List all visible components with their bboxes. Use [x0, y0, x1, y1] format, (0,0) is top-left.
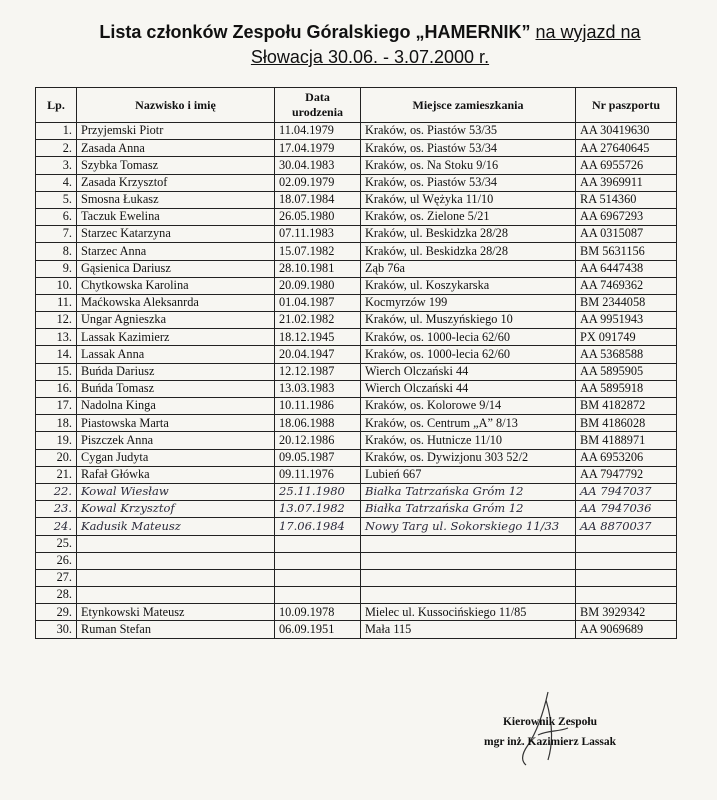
cell-address: Kraków, os. Centrum „A” 8/13: [361, 415, 576, 432]
table-row: [36, 449, 677, 466]
cell-name: Zasada Krzysztof: [77, 174, 275, 191]
cell-lp: 11.: [36, 294, 77, 311]
cell-lp: 25.: [36, 535, 77, 552]
table-row: [36, 363, 677, 380]
cell-name: [77, 552, 275, 569]
cell-name: Buńda Dariusz: [77, 363, 275, 380]
cell-passport: [576, 569, 677, 586]
cell-dob: 25.11.1980: [275, 483, 361, 500]
table-row: [36, 260, 677, 277]
table-row: [36, 294, 677, 311]
cell-dob: 20.12.1986: [275, 432, 361, 449]
col-lp-header: Lp.: [36, 88, 77, 123]
table-row: [36, 415, 677, 432]
cell-lp: 14.: [36, 346, 77, 363]
cell-address: Białka Tatrzańska Gróm 12: [361, 483, 576, 500]
cell-name: Rafał Główka: [77, 466, 275, 483]
cell-dob: 09.05.1987: [275, 449, 361, 466]
cell-dob: 10.11.1986: [275, 398, 361, 415]
cell-dob: 26.05.1980: [275, 208, 361, 225]
document-title: [60, 20, 680, 70]
cell-dob: 18.06.1988: [275, 415, 361, 432]
cell-dob: 02.09.1979: [275, 174, 361, 191]
table-row: [36, 277, 677, 294]
cell-address: Kraków, ul. Beskidzka 28/28: [361, 226, 576, 243]
table-row: [36, 174, 677, 191]
table-row: [36, 587, 677, 604]
cell-dob: 13.07.1982: [275, 501, 361, 518]
cell-address: Ząb 76a: [361, 260, 576, 277]
cell-dob: 07.11.1983: [275, 226, 361, 243]
cell-dob: 28.10.1981: [275, 260, 361, 277]
cell-name: Starzec Katarzyna: [77, 226, 275, 243]
cell-dob: 11.04.1979: [275, 123, 361, 140]
cell-dob: 06.09.1951: [275, 621, 361, 638]
cell-address: Kraków, ul. Muszyńskiego 10: [361, 312, 576, 329]
col-passport-header: Nr paszportu: [576, 88, 677, 123]
cell-dob: 18.12.1945: [275, 329, 361, 346]
cell-passport: AA 27640645: [576, 140, 677, 157]
cell-lp: 2.: [36, 140, 77, 157]
cell-address: Kraków, os. Na Stoku 9/16: [361, 157, 576, 174]
cell-lp: 12.: [36, 312, 77, 329]
cell-name: Etynkowski Mateusz: [77, 604, 275, 621]
cell-address: [361, 587, 576, 604]
cell-lp: 10.: [36, 277, 77, 294]
cell-lp: 5.: [36, 191, 77, 208]
table-row: [36, 466, 677, 483]
cell-name: Przyjemski Piotr: [77, 123, 275, 140]
cell-address: Mielec ul. Kussocińskiego 11/85: [361, 604, 576, 621]
cell-dob: 15.07.1982: [275, 243, 361, 260]
cell-passport: AA 9069689: [576, 621, 677, 638]
cell-lp: 6.: [36, 208, 77, 225]
cell-name: Kadusik Mateusz: [77, 518, 275, 535]
cell-address: Nowy Targ ul. Sokorskiego 11/33: [361, 518, 576, 535]
cell-name: Kowal Wiesław: [77, 483, 275, 500]
cell-passport: AA 6953206: [576, 449, 677, 466]
table-row: [36, 312, 677, 329]
cell-dob: 17.04.1979: [275, 140, 361, 157]
cell-passport: AA 7469362: [576, 277, 677, 294]
cell-lp: 21.: [36, 466, 77, 483]
cell-lp: 30.: [36, 621, 77, 638]
cell-address: Kraków, os. 1000-lecia 62/60: [361, 329, 576, 346]
cell-address: Wierch Olczański 44: [361, 380, 576, 397]
title-line1-tail: na wyjazd na: [535, 22, 641, 42]
cell-address: Kocmyrzów 199: [361, 294, 576, 311]
col-dob-header-line2: urodzenia: [291, 105, 344, 119]
cell-address: Kraków, os. Zielone 5/21: [361, 208, 576, 225]
cell-lp: 16.: [36, 380, 77, 397]
table-row: [36, 140, 677, 157]
cell-name: Starzec Anna: [77, 243, 275, 260]
cell-dob: 20.09.1980: [275, 277, 361, 294]
signature-block: [440, 712, 660, 752]
table-row: [36, 501, 677, 518]
cell-passport: AA 7947036: [576, 501, 677, 518]
cell-passport: AA 6967293: [576, 208, 677, 225]
cell-name: Buńda Tomasz: [77, 380, 275, 397]
cell-name: Piastowska Marta: [77, 415, 275, 432]
cell-address: [361, 569, 576, 586]
cell-name: Kowal Krzysztof: [77, 501, 275, 518]
cell-passport: [576, 587, 677, 604]
cell-passport: AA 5368588: [576, 346, 677, 363]
cell-lp: 28.: [36, 587, 77, 604]
cell-lp: 19.: [36, 432, 77, 449]
cell-passport: RA 514360: [576, 191, 677, 208]
cell-address: [361, 552, 576, 569]
table-row: [36, 123, 677, 140]
cell-dob: 01.04.1987: [275, 294, 361, 311]
cell-dob: 20.04.1947: [275, 346, 361, 363]
cell-address: Kraków, ul. Koszykarska: [361, 277, 576, 294]
cell-address: Kraków, os. Kolorowe 9/14: [361, 398, 576, 415]
cell-address: Kraków, os. Dywizjonu 303 52/2: [361, 449, 576, 466]
cell-address: Kraków, os. Hutnicze 11/10: [361, 432, 576, 449]
cell-passport: AA 7947037: [576, 483, 677, 500]
cell-address: Kraków, ul Wężyka 11/10: [361, 191, 576, 208]
cell-passport: AA 0315087: [576, 226, 677, 243]
cell-lp: 24.: [36, 518, 77, 535]
table-row: [36, 552, 677, 569]
cell-lp: 4.: [36, 174, 77, 191]
cell-dob: 12.12.1987: [275, 363, 361, 380]
col-name-header: Nazwisko i imię: [77, 88, 275, 123]
cell-lp: 9.: [36, 260, 77, 277]
table-row: [36, 483, 677, 500]
cell-passport: BM 4186028: [576, 415, 677, 432]
cell-passport: BM 3929342: [576, 604, 677, 621]
table-row: [36, 243, 677, 260]
cell-lp: 1.: [36, 123, 77, 140]
table-row: [36, 518, 677, 535]
cell-dob: [275, 535, 361, 552]
cell-passport: [576, 535, 677, 552]
cell-passport: AA 7947792: [576, 466, 677, 483]
cell-lp: 18.: [36, 415, 77, 432]
table-row: [36, 432, 677, 449]
cell-name: [77, 587, 275, 604]
cell-address: Kraków, os. Piastów 53/34: [361, 174, 576, 191]
cell-passport: AA 6955726: [576, 157, 677, 174]
cell-passport: AA 3969911: [576, 174, 677, 191]
cell-name: Zasada Anna: [77, 140, 275, 157]
cell-dob: 13.03.1983: [275, 380, 361, 397]
cell-passport: AA 6447438: [576, 260, 677, 277]
cell-address: Białka Tatrzańska Gróm 12: [361, 501, 576, 518]
cell-dob: [275, 552, 361, 569]
cell-lp: 7.: [36, 226, 77, 243]
cell-address: Kraków, os. 1000-lecia 62/60: [361, 346, 576, 363]
cell-name: Ruman Stefan: [77, 621, 275, 638]
cell-passport: BM 4182872: [576, 398, 677, 415]
cell-name: [77, 569, 275, 586]
cell-lp: 23.: [36, 501, 77, 518]
cell-lp: 17.: [36, 398, 77, 415]
title-line1: Lista członków Zespołu Góralskiego „HAMERNIK”: [99, 22, 531, 42]
cell-passport: PX 091749: [576, 329, 677, 346]
col-dob-header: [275, 88, 361, 123]
cell-lp: 29.: [36, 604, 77, 621]
cell-passport: AA 8870037: [576, 518, 677, 535]
cell-address: Kraków, os. Piastów 53/35: [361, 123, 576, 140]
table-row: [36, 346, 677, 363]
table-row: [36, 621, 677, 638]
cell-address: Kraków, ul. Beskidzka 28/28: [361, 243, 576, 260]
cell-passport: AA 30419630: [576, 123, 677, 140]
cell-name: Taczuk Ewelina: [77, 208, 275, 225]
cell-passport: BM 4188971: [576, 432, 677, 449]
cell-name: Lassak Anna: [77, 346, 275, 363]
table-row: [36, 535, 677, 552]
cell-dob: 17.06.1984: [275, 518, 361, 535]
table-header-row: [36, 88, 677, 123]
table-body: [36, 123, 677, 639]
cell-passport: BM 5631156: [576, 243, 677, 260]
cell-address: [361, 535, 576, 552]
cell-dob: 21.02.1982: [275, 312, 361, 329]
table-row: [36, 208, 677, 225]
signatory-role: Kierownik Zespołu: [502, 716, 598, 728]
cell-passport: AA 5895905: [576, 363, 677, 380]
cell-lp: 20.: [36, 449, 77, 466]
cell-lp: 15.: [36, 363, 77, 380]
cell-dob: 30.04.1983: [275, 157, 361, 174]
cell-lp: 22.: [36, 483, 77, 500]
cell-dob: [275, 587, 361, 604]
cell-address: Lubień 667: [361, 466, 576, 483]
table-row: [36, 398, 677, 415]
cell-name: Piszczek Anna: [77, 432, 275, 449]
cell-name: Smosna Łukasz: [77, 191, 275, 208]
title-line2: Słowacja 30.06. - 3.07.2000 r.: [250, 47, 490, 67]
col-dob-header-line1: Data: [305, 90, 330, 104]
cell-name: Ungar Agnieszka: [77, 312, 275, 329]
table-row: [36, 569, 677, 586]
cell-name: [77, 535, 275, 552]
cell-dob: 18.07.1984: [275, 191, 361, 208]
cell-name: Chytkowska Karolina: [77, 277, 275, 294]
table-row: [36, 157, 677, 174]
cell-passport: AA 9951943: [576, 312, 677, 329]
cell-dob: 09.11.1976: [275, 466, 361, 483]
members-table: [35, 87, 677, 639]
cell-lp: 26.: [36, 552, 77, 569]
cell-lp: 13.: [36, 329, 77, 346]
cell-name: Nadolna Kinga: [77, 398, 275, 415]
cell-name: Szybka Tomasz: [77, 157, 275, 174]
cell-passport: [576, 552, 677, 569]
cell-name: Maćkowska Aleksanrda: [77, 294, 275, 311]
cell-passport: AA 5895918: [576, 380, 677, 397]
cell-address: Mała 115: [361, 621, 576, 638]
cell-dob: 10.09.1978: [275, 604, 361, 621]
cell-address: Kraków, os. Piastów 53/34: [361, 140, 576, 157]
table-row: [36, 191, 677, 208]
cell-name: Cygan Judyta: [77, 449, 275, 466]
cell-passport: BM 2344058: [576, 294, 677, 311]
table-row: [36, 380, 677, 397]
cell-address: Wierch Olczański 44: [361, 363, 576, 380]
signatory-name: mgr inż. Kazimierz Lassak: [483, 736, 617, 748]
table-row: [36, 329, 677, 346]
cell-name: Gąsienica Dariusz: [77, 260, 275, 277]
table-row: [36, 604, 677, 621]
cell-name: Lassak Kazimierz: [77, 329, 275, 346]
cell-lp: 8.: [36, 243, 77, 260]
cell-lp: 3.: [36, 157, 77, 174]
table-row: [36, 226, 677, 243]
cell-lp: 27.: [36, 569, 77, 586]
cell-dob: [275, 569, 361, 586]
col-address-header: Miejsce zamieszkania: [361, 88, 576, 123]
